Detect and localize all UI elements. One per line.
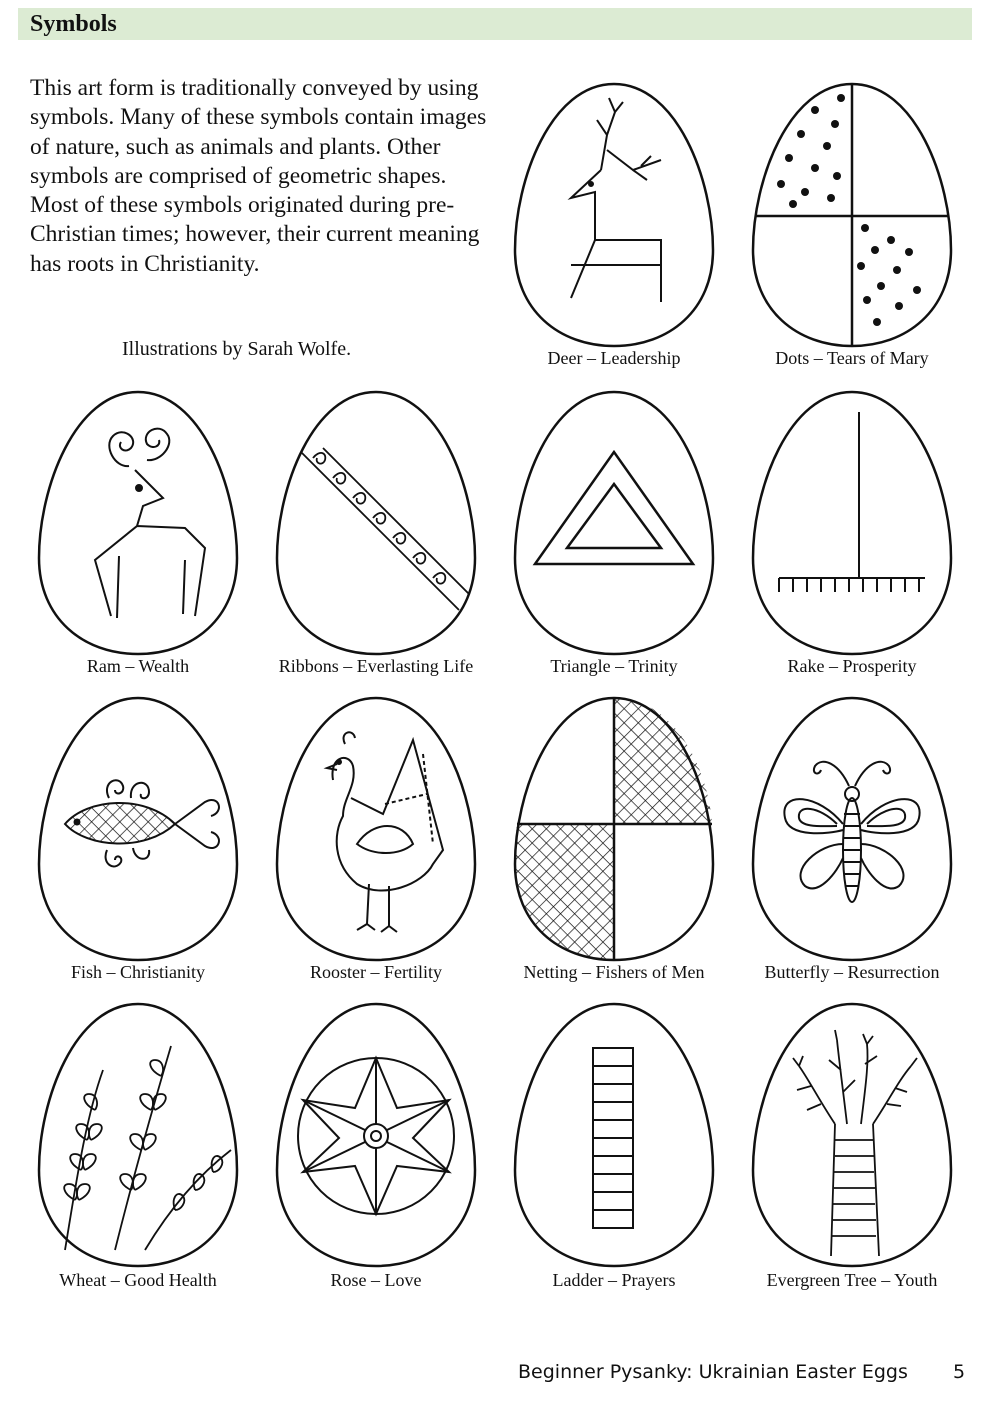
- rake-icon: [749, 388, 955, 658]
- egg-caption: Rake – Prosperity: [787, 656, 917, 676]
- rooster-icon: [273, 694, 479, 964]
- egg-card-ribbons: [262, 388, 490, 676]
- egg-caption: Deer – Leadership: [547, 348, 681, 368]
- egg-card-rooster: [262, 694, 490, 982]
- egg-card-netting: [500, 694, 728, 982]
- egg-card-rose: [262, 1000, 490, 1290]
- footer-title: Beginner Pysanky: Ukrainian Easter Eggs: [518, 1361, 908, 1383]
- netting-icon: [511, 694, 717, 964]
- egg-caption: Ladder – Prayers: [552, 1270, 676, 1290]
- triangle-icon: [511, 388, 717, 658]
- egg-caption: Wheat – Good Health: [59, 1270, 217, 1290]
- egg-caption: Butterfly – Resurrection: [764, 962, 940, 982]
- egg-card-deer: [500, 80, 728, 368]
- butterfly-icon: [749, 694, 955, 964]
- rose-icon: [273, 1000, 479, 1270]
- ribbons-icon: [273, 388, 479, 658]
- dots-icon: [749, 80, 955, 350]
- deer-icon: [511, 80, 717, 350]
- egg-caption: Ribbons – Everlasting Life: [278, 656, 474, 676]
- egg-caption: Triangle – Trinity: [550, 656, 678, 676]
- egg-caption: Evergreen Tree – Youth: [766, 1270, 938, 1290]
- section-title: Symbols: [30, 11, 117, 37]
- intro-paragraph: This art form is traditionally conveyed by using symbols. Many of these symbols contain images of nature, such as animals and plants. Other symbols are comprised of geometric shapes. Most of these symbols originated during pre-Christian times; however, their current meaning has roots in Christianity.: [30, 75, 487, 277]
- ram-icon: [35, 388, 241, 658]
- egg-card-evergreen-tree: [738, 1000, 966, 1290]
- section-header: [18, 8, 972, 40]
- ladder-icon: [511, 1000, 717, 1270]
- egg-card-wheat: [24, 1000, 252, 1290]
- egg-card-ram: [24, 388, 252, 676]
- egg-card-fish: [24, 694, 252, 982]
- wheat-icon: [35, 1000, 241, 1270]
- egg-card-dots: [738, 80, 966, 368]
- egg-caption: Ram – Wealth: [86, 656, 190, 676]
- page-number: 5: [953, 1361, 966, 1383]
- egg-caption: Fish – Christianity: [70, 962, 205, 982]
- egg-card-rake: [738, 388, 966, 676]
- evergreen-tree-icon: [749, 1000, 955, 1270]
- fish-icon: [35, 694, 241, 964]
- illustration-credit: Illustrations by Sarah Wolfe.: [122, 338, 352, 360]
- egg-card-butterfly: [738, 694, 966, 982]
- egg-card-triangle: [500, 388, 728, 676]
- egg-caption: Dots – Tears of Mary: [775, 348, 929, 368]
- egg-caption: Netting – Fishers of Men: [523, 962, 705, 982]
- egg-caption: Rose – Love: [330, 1270, 422, 1290]
- egg-card-ladder: [500, 1000, 728, 1290]
- egg-caption: Rooster – Fertility: [310, 962, 442, 982]
